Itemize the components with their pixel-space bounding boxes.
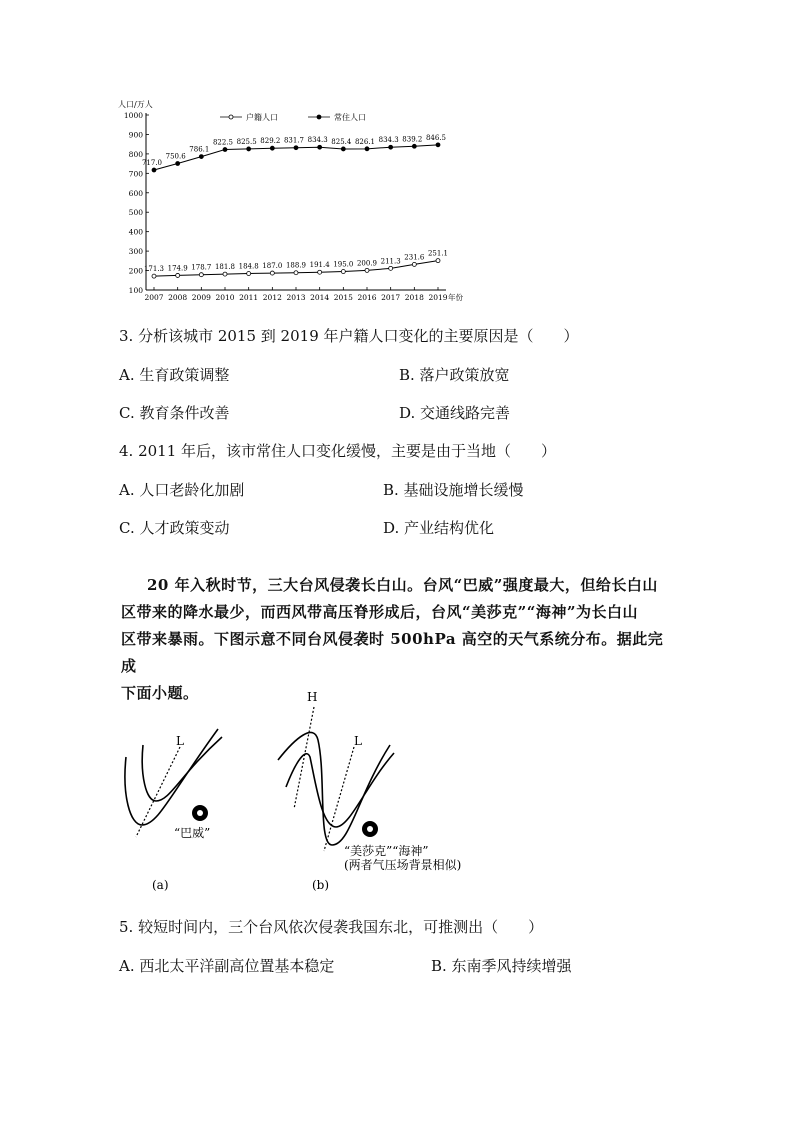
legend-label: 常住人口 [334, 113, 366, 122]
data-label: 187.0 [262, 262, 283, 271]
typhoon-a-icon [192, 805, 208, 821]
data-point [318, 145, 322, 149]
diagram-b-typhoon-label: “美莎克”“海神” [344, 844, 429, 858]
data-point [341, 270, 345, 274]
data-label: 786.1 [189, 145, 210, 154]
data-point [176, 273, 180, 277]
y-tick-label: 800 [128, 149, 143, 159]
y-tick-label: 600 [128, 188, 143, 198]
data-point [412, 144, 416, 148]
data-point [247, 147, 251, 151]
data-label: 178.7 [191, 263, 212, 272]
question-4-option-d[interactable]: D. 产业结构优化 [383, 519, 495, 537]
data-label: 750.6 [165, 152, 186, 161]
y-axis-label: 人口/万人 [118, 100, 153, 109]
question-3-stem: 3. 分析该城市 2015 到 2019 年户籍人口变化的主要原因是（ ） [119, 327, 579, 345]
data-point [270, 271, 274, 275]
x-tick-label: 2019 [428, 293, 448, 302]
question-4-option-b[interactable]: B. 基础设施增长缓慢 [383, 481, 524, 499]
data-label: 200.9 [356, 259, 378, 268]
x-tick-label: 2013 [286, 293, 306, 302]
data-label: 231.6 [404, 253, 425, 262]
y-tick-label: 500 [128, 208, 143, 218]
data-point [176, 161, 180, 165]
data-point [365, 147, 369, 151]
y-tick-label: 700 [128, 169, 143, 179]
x-tick-label: 2008 [168, 293, 188, 302]
data-point [294, 271, 298, 275]
x-tick-label: 2009 [191, 293, 211, 302]
weather-system-diagram [118, 685, 488, 895]
data-label: 188.9 [285, 261, 307, 270]
data-point [223, 272, 227, 276]
diagram-a-caption: (a) [152, 878, 169, 892]
x-tick-label: 2016 [357, 293, 377, 302]
data-label: 834.3 [307, 136, 328, 145]
data-point [152, 168, 156, 172]
data-label: 822.5 [212, 138, 234, 147]
question-5-option-b[interactable]: B. 东南季风持续增强 [431, 957, 572, 975]
data-point [436, 259, 440, 263]
data-label: 826.1 [354, 137, 376, 146]
diagram-b-isobar-inner [286, 753, 394, 827]
passage-line-3: 区带来暴雨。下图示意不同台风侵袭时 500hPa 高空的天气系统分布。据此完成 [121, 630, 664, 675]
y-tick-label: 200 [128, 266, 143, 276]
x-axis-label: 年份 [448, 293, 463, 302]
data-point [436, 143, 440, 147]
diagram-b-trough-line [324, 747, 354, 851]
question-4-option-c[interactable]: C. 人才政策变动 [119, 519, 230, 537]
diagram-b-label-H: H [307, 690, 318, 704]
passage-line-1: 20 年入秋时节，三大台风侵袭长白山。台风“巴威”强度最大，但给长白山 [147, 576, 658, 594]
data-label: 834.3 [378, 136, 399, 145]
data-label: 831.7 [283, 136, 305, 145]
data-point [294, 146, 298, 150]
question-5-stem: 5. 较短时间内，三个台风依次侵袭我国东北，可推测出（ ） [119, 918, 544, 936]
y-tick-label: 900 [128, 130, 143, 140]
diagram-b-note: (两者气压场背景相似) [344, 858, 462, 872]
data-label: 181.8 [214, 263, 236, 272]
data-point [223, 148, 227, 152]
data-point [199, 273, 203, 277]
legend-label: 户籍人口 [246, 113, 278, 122]
x-tick-label: 2014 [310, 293, 330, 302]
question-3-option-d[interactable]: D. 交通线路完善 [399, 404, 511, 422]
x-tick-label: 2015 [333, 293, 353, 302]
diagram-a [125, 729, 222, 892]
data-label: 195.0 [333, 260, 354, 269]
data-label: 825.5 [236, 137, 257, 146]
data-point [247, 272, 251, 276]
y-tick-label: 1000 [123, 111, 143, 120]
question-4-option-a[interactable]: A. 人口老龄化加剧 [119, 481, 245, 499]
data-label: 717.0 [141, 159, 163, 168]
data-label: 174.9 [167, 264, 188, 273]
data-label: 829.2 [260, 137, 281, 146]
x-tick-label: 2011 [239, 293, 259, 302]
data-label: 211.3 [380, 257, 401, 266]
data-label: 184.8 [238, 262, 259, 271]
x-tick-label: 2012 [262, 293, 282, 302]
diagram-b-label-L: L [354, 734, 362, 748]
question-4-stem: 4. 2011 年后，该市常住人口变化缓慢，主要是由于当地（ ） [119, 442, 557, 460]
question-3-option-a[interactable]: A. 生育政策调整 [119, 366, 230, 384]
data-label: 846.5 [425, 133, 447, 142]
data-point [152, 274, 156, 278]
data-label: 251.1 [427, 249, 449, 258]
data-point [412, 262, 416, 266]
x-tick-label: 2007 [144, 293, 164, 302]
passage-line-4: 下面小题。 [121, 684, 199, 702]
diagram-a-typhoon-label: “巴威” [174, 826, 211, 840]
typhoon-b-icon [362, 821, 378, 837]
data-point [270, 146, 274, 150]
data-label: 839.2 [402, 135, 423, 144]
diagram-b [278, 690, 461, 892]
population-line-chart [110, 95, 470, 305]
data-point [341, 147, 345, 151]
y-tick-label: 300 [128, 247, 143, 257]
x-tick-label: 2017 [381, 293, 401, 302]
question-5-option-a[interactable]: A. 西北太平洋副高位置基本稳定 [119, 957, 335, 975]
data-point [365, 268, 369, 272]
data-point [199, 155, 203, 159]
question-3-option-c[interactable]: C. 教育条件改善 [119, 404, 230, 422]
data-point [318, 270, 322, 274]
data-label: 171.3 [143, 265, 165, 274]
legend-marker [229, 115, 233, 119]
legend-marker [317, 115, 321, 119]
diagram-a-label-L: L [176, 734, 184, 748]
x-tick-label: 2010 [215, 293, 235, 302]
y-tick-label: 100 [128, 286, 143, 295]
data-point [389, 266, 393, 270]
y-tick-label: 400 [128, 227, 143, 237]
data-point [389, 145, 393, 149]
question-3-option-b[interactable]: B. 落户政策放宽 [399, 366, 510, 384]
diagram-b-caption: (b) [312, 878, 330, 892]
data-label: 191.4 [309, 261, 330, 270]
data-label: 825.4 [331, 137, 352, 146]
x-tick-label: 2018 [404, 293, 424, 302]
passage-line-2: 区带来的降水最少，而西风带高压脊形成后，台风“美莎克”“海神”为长白山 [121, 603, 639, 621]
